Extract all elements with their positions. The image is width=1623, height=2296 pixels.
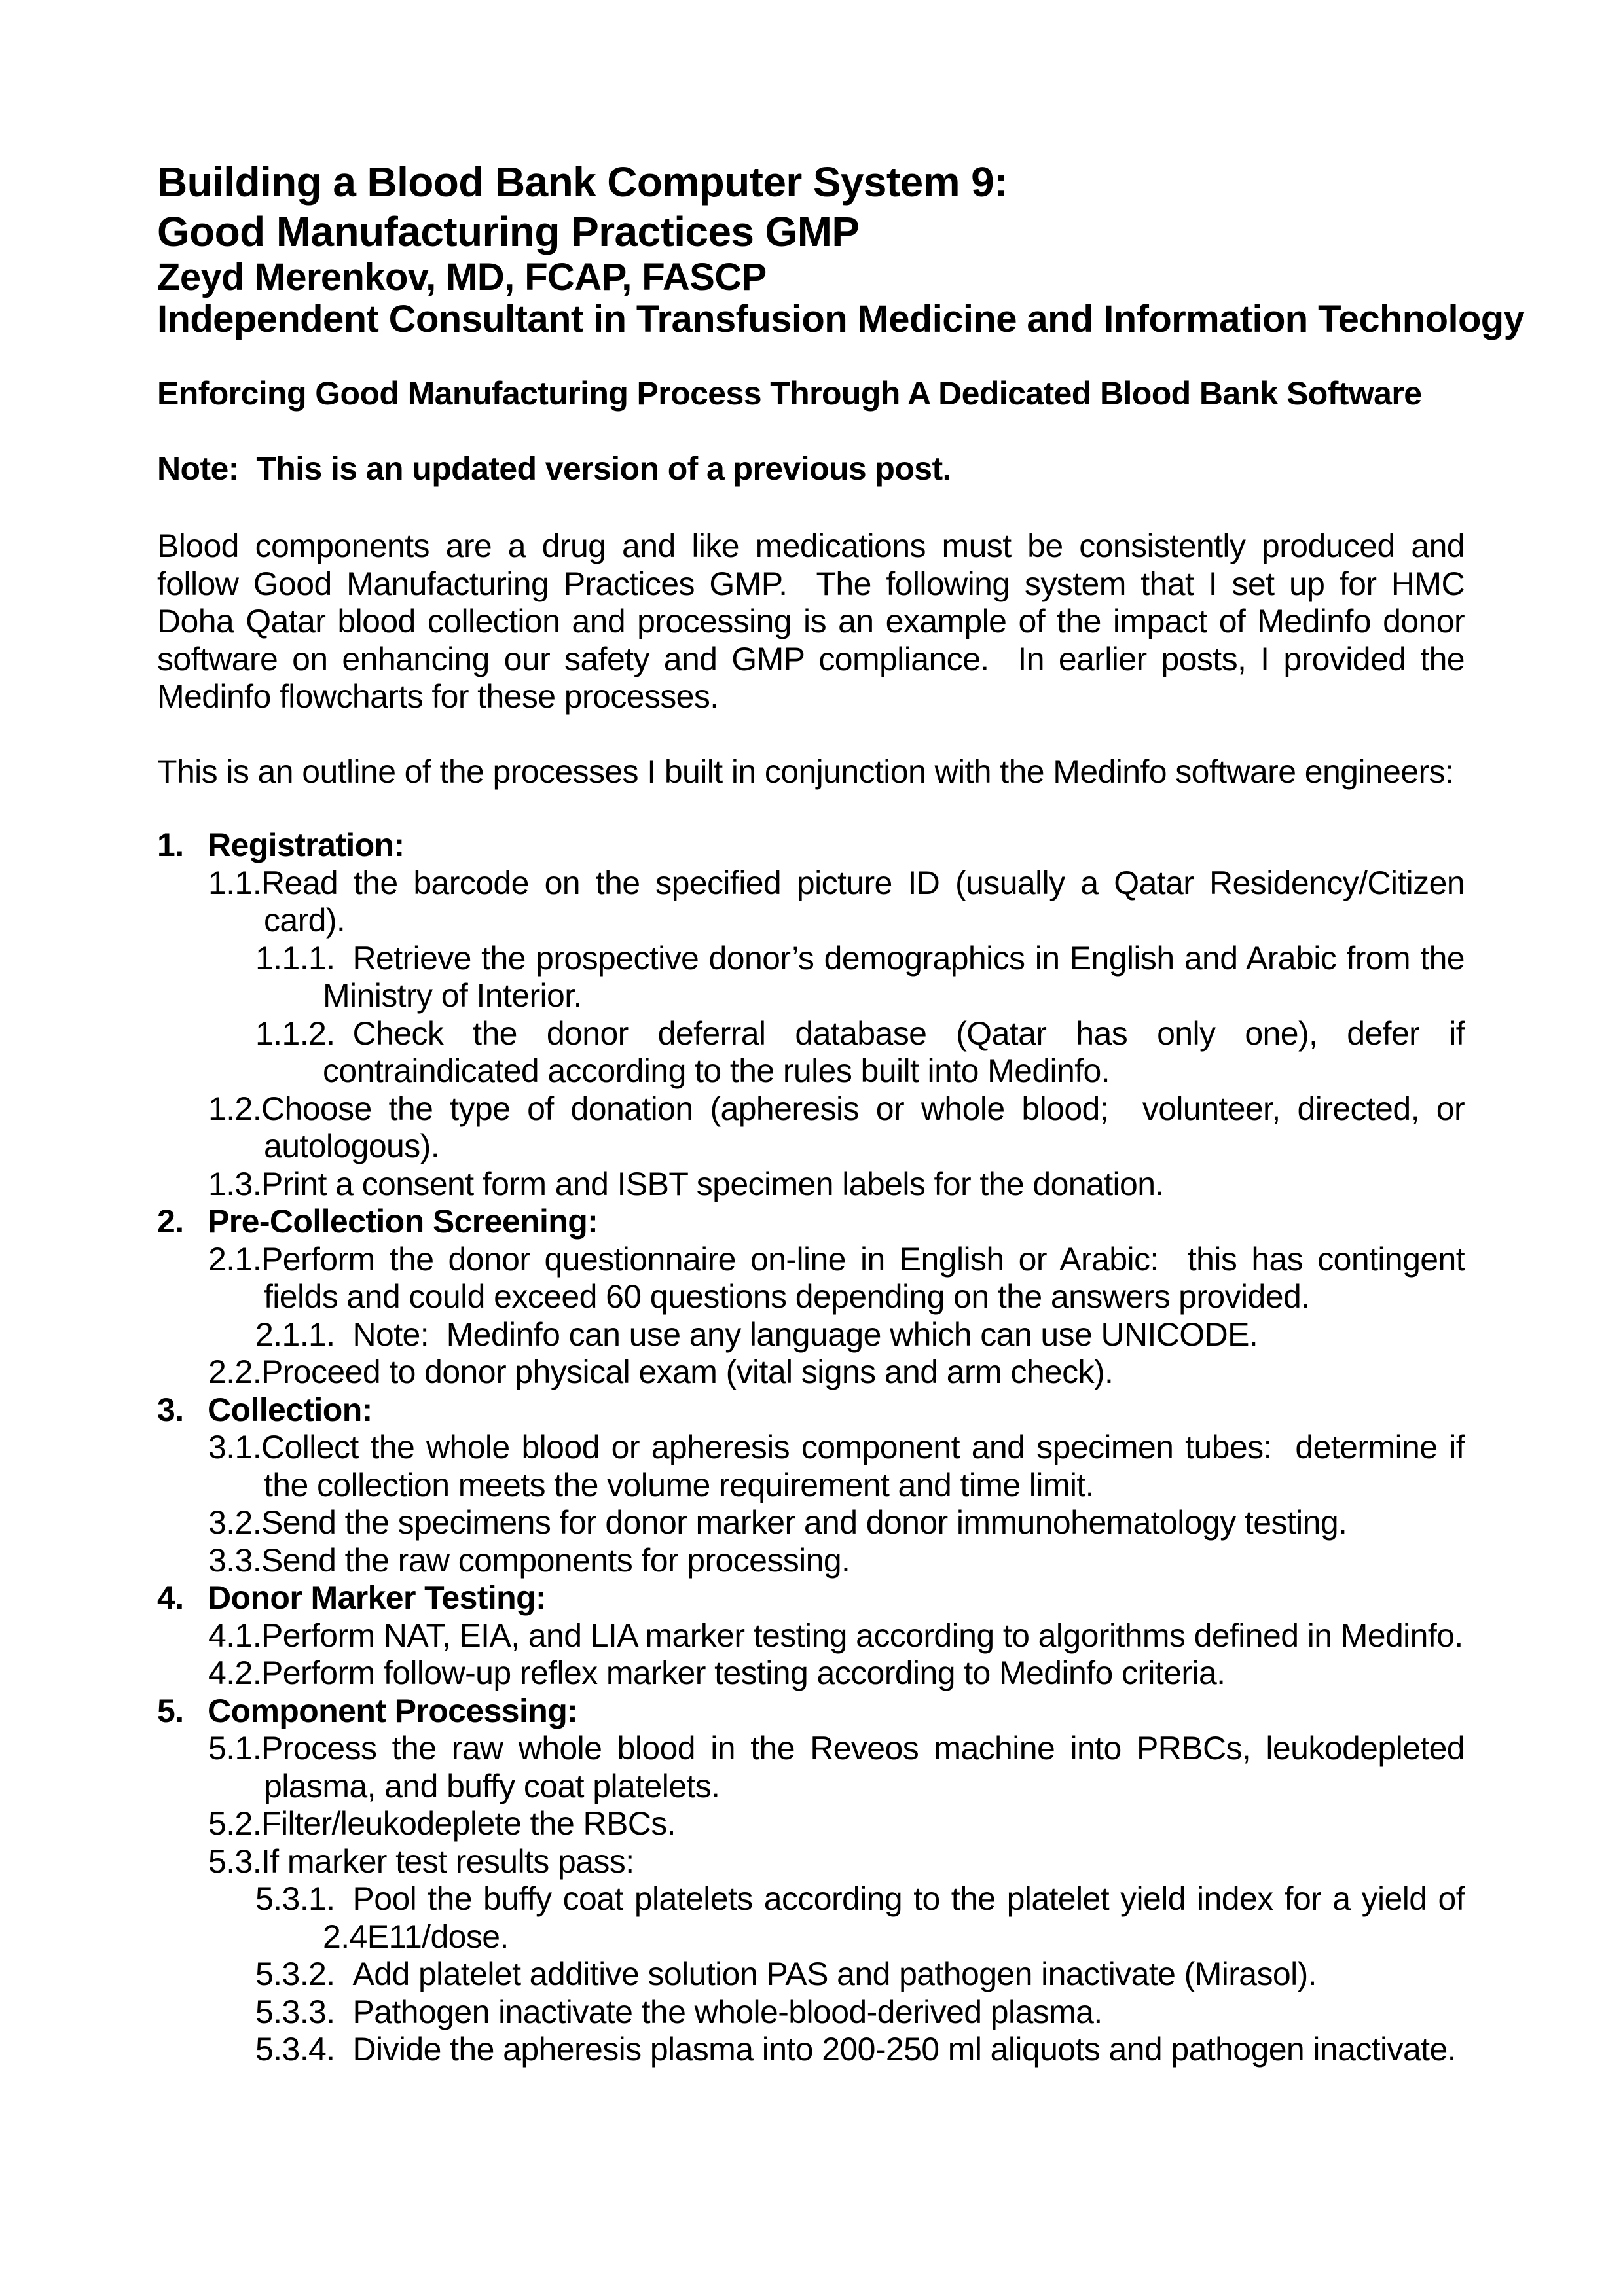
item-text: Donor Marker Testing: [208, 1579, 547, 1616]
item-text: Perform follow-up reflex marker testing according to Medinfo criteria. [261, 1655, 1226, 1691]
item-text: Check the donor deferral database (Qatar has only one), defer if contraindicated according to the rules built into Medinfo. [323, 1014, 1465, 1089]
list-item [157, 1617, 1465, 1655]
item-number: 5.3.1. [255, 1880, 335, 1917]
list-item [157, 1693, 1465, 1731]
item-text: Collection: [208, 1391, 373, 1428]
item-text: Registration: [208, 827, 405, 863]
title-line-2: Good Manufacturing Practices GMP [157, 208, 860, 255]
author-line: Zeyd Merenkov, MD, FCAP, FASCP [157, 256, 767, 298]
item-text: Send the raw components for processing. [261, 1541, 850, 1579]
list-item [157, 1391, 1465, 1429]
list-item [157, 865, 1465, 940]
item-number: 4.2. [208, 1655, 261, 1691]
list-item [157, 1956, 1465, 1994]
item-number: 2. [157, 1203, 184, 1240]
item-number: 5.3.2. [255, 1956, 335, 1992]
item-text: Pathogen inactivate the whole-blood-derived plasma. [352, 1993, 1103, 2030]
item-text: Proceed to donor physical exam (vital signs and arm check). [261, 1354, 1114, 1390]
list-item [157, 1730, 1465, 1805]
item-text: Read the barcode on the specified picture ID (usually a Qatar Residency/Citizen card). [261, 864, 1465, 939]
title-line-1: Building a Blood Bank Computer System 9: [157, 158, 1008, 206]
item-number: 3.3. [208, 1541, 261, 1579]
section-heading: Enforcing Good Manufacturing Process Through A Dedicated Blood Bank Software [157, 375, 1422, 412]
list-item [157, 1316, 1465, 1354]
list-item [157, 1504, 1465, 1542]
item-number: 1.1.2. [255, 1014, 335, 1052]
list-item [157, 1015, 1465, 1090]
item-number: 5.2. [208, 1805, 261, 1842]
item-text: Divide the apheresis plasma into 200-250 ml aliquots and pathogen inactivate. [352, 2031, 1456, 2068]
list-item [157, 1241, 1465, 1316]
item-text: Pre-Collection Screening: [208, 1203, 598, 1240]
item-number: 5.1. [208, 1730, 261, 1767]
outline-list [157, 827, 1465, 2069]
item-number: 5.3.4. [255, 2031, 335, 2068]
item-text: Perform NAT, EIA, and LIA marker testing according to algorithms defined in Medinfo. [261, 1617, 1463, 1654]
item-number: 2.1.1. [255, 1316, 335, 1353]
item-text: Send the specimens for donor marker and donor immunohematology testing. [261, 1504, 1347, 1541]
list-item [157, 1880, 1465, 1956]
item-number: 2.2. [208, 1354, 261, 1390]
list-item [157, 1655, 1465, 1693]
item-text: Component Processing: [208, 1692, 578, 1729]
item-text: Pool the buffy coat platelets according to the platelet yield index for a yield of 2.4E11/dose. [323, 1880, 1465, 1955]
list-item [157, 1166, 1465, 1204]
note-line: Note: This is an updated version of a previous post. [157, 450, 951, 487]
item-number: 2.1. [208, 1240, 261, 1278]
list-item [157, 1429, 1465, 1504]
document-title [157, 157, 1465, 257]
item-text: Process the raw whole blood in the Reveos machine into PRBCs, leukodepleted plasma, and buffy coat platelets. [261, 1730, 1465, 1804]
list-item [157, 1994, 1465, 2032]
list-item [157, 2031, 1465, 2069]
list-item [157, 1579, 1465, 1617]
item-number: 1.2. [208, 1090, 261, 1127]
list-item [157, 1203, 1465, 1241]
list-item [157, 827, 1465, 865]
list-item [157, 1843, 1465, 1881]
item-number: 3.2. [208, 1504, 261, 1541]
list-item [157, 1805, 1465, 1843]
item-text: Filter/leukodeplete the RBCs. [261, 1805, 676, 1842]
item-number: 4. [157, 1579, 184, 1616]
affiliation-line: Independent Consultant in Transfusion Medicine and Information Technology [157, 298, 1525, 340]
item-number: 1.3. [208, 1165, 261, 1202]
item-number: 5.3. [208, 1842, 261, 1880]
item-number: 1. [157, 827, 184, 863]
list-item [157, 1542, 1465, 1580]
item-text: Print a consent form and ISBT specimen labels for the donation. [261, 1165, 1164, 1202]
list-item [157, 1354, 1465, 1391]
byline-block [157, 256, 1525, 340]
item-number: 4.1. [208, 1617, 261, 1654]
item-number: 1.1. [208, 864, 261, 901]
outline-lead-line: This is an outline of the processes I built in conjunction with the Medinfo software engineers: [157, 753, 1454, 790]
list-item [157, 1090, 1465, 1166]
item-text: Perform the donor questionnaire on-line in English or Arabic: this has contingent fields and could exceed 60 questions depending on the answers provided. [261, 1240, 1465, 1315]
item-text: Collect the whole blood or apheresis component and specimen tubes: determine if the collection meets the volume requirement and time limit. [261, 1429, 1465, 1503]
item-number: 1.1.1. [255, 939, 335, 977]
item-text: If marker test results pass: [261, 1842, 634, 1880]
intro-paragraph: Blood components are a drug and like medications must be consistently produced and follow Good Manufacturing Practices GMP. The following system that I set up for HMC Doha Qatar blood collection and processing is an example of the impact of Medinfo donor software on enhancing our safety and GMP compliance. In earlier posts, I provided the Medinfo flowcharts for these processes. [157, 528, 1465, 715]
item-text: Add platelet additive solution PAS and pathogen inactivate (Mirasol). [352, 1956, 1317, 1992]
item-number: 3.1. [208, 1429, 261, 1465]
item-text: Note: Medinfo can use any language which can use UNICODE. [352, 1316, 1258, 1353]
item-number: 3. [157, 1391, 184, 1428]
item-number: 5.3.3. [255, 1993, 335, 2030]
item-text: Choose the type of donation (apheresis or whole blood; volunteer, directed, or autologous). [261, 1090, 1465, 1164]
list-item [157, 940, 1465, 1015]
item-number: 5. [157, 1692, 184, 1729]
item-text: Retrieve the prospective donor’s demographics in English and Arabic from the Ministry of Interior. [323, 939, 1465, 1014]
